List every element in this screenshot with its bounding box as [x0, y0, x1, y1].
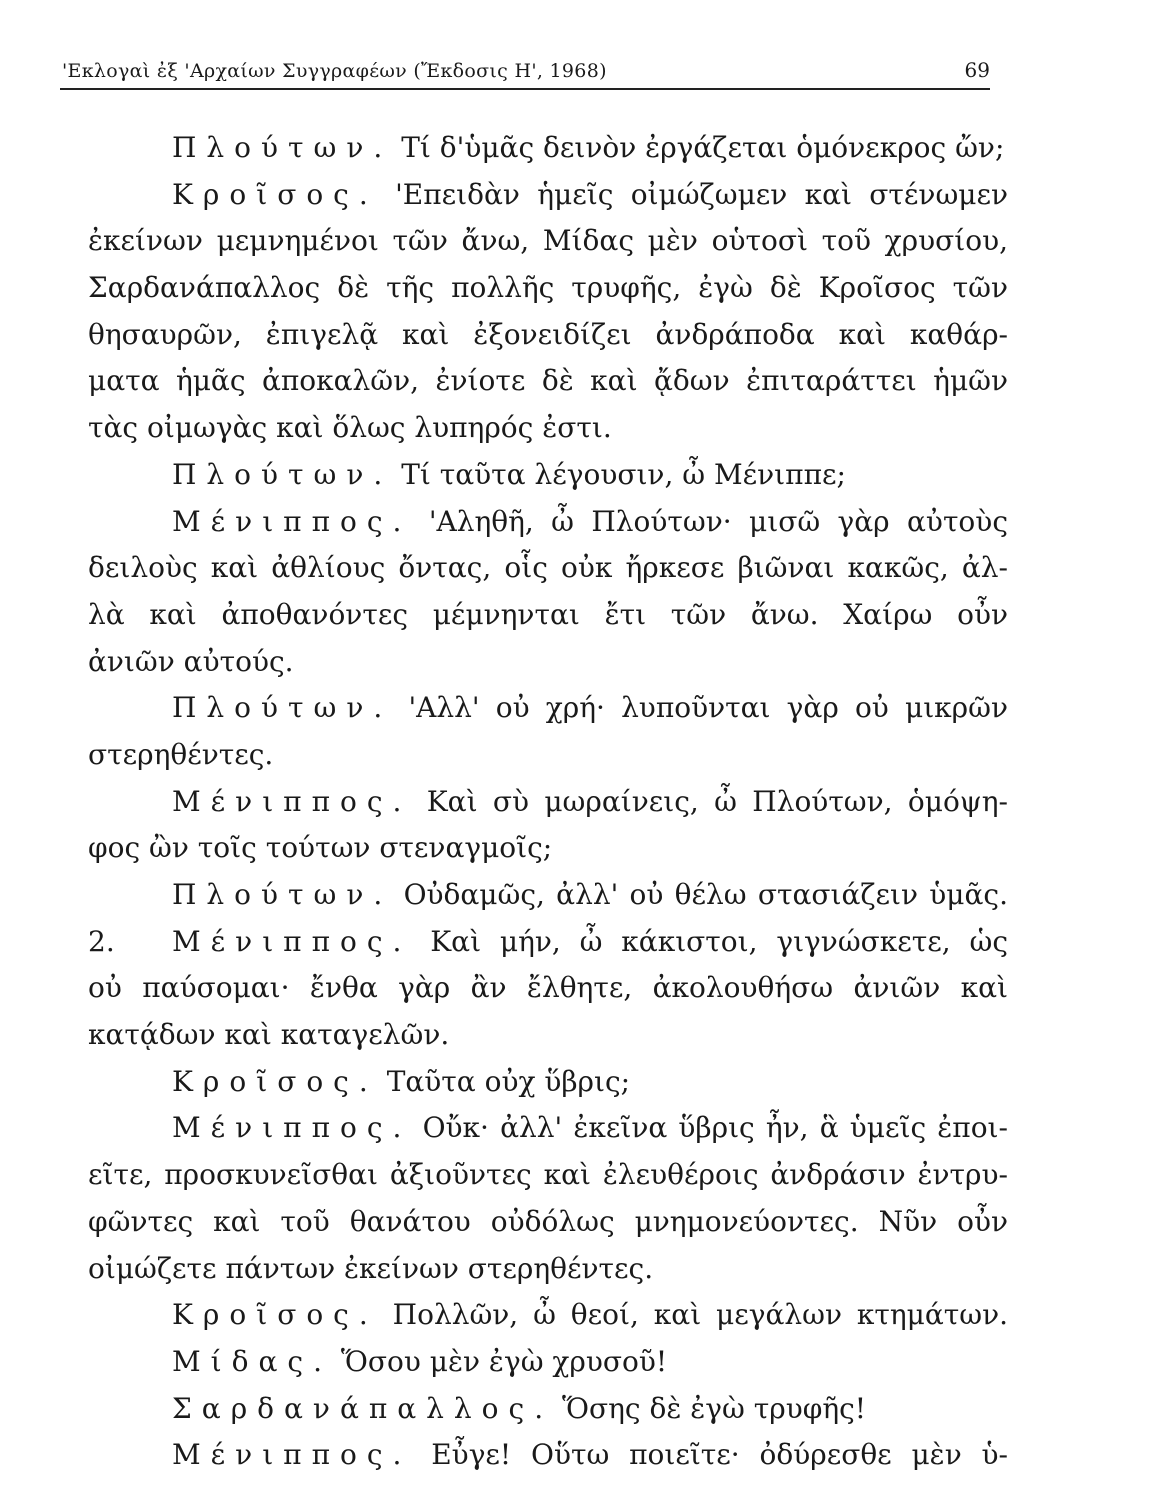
text-line [88, 545, 1008, 592]
line-text: 'Αληθῆ, ὦ Πλούτων· μισῶ γὰρ αὐτοὺς [428, 504, 1008, 538]
line-text: Οὔκ· ἀλλ' ἐκεῖνα ὕβρις ἦν, ἃ ὑμεῖς ἐποι- [422, 1111, 1008, 1145]
speaker-name: Πλούτων. [172, 131, 393, 164]
line-text: Τί ταῦτα λέγουσιν, ὦ Μένιππε; [401, 457, 846, 491]
speaker-name: Πλούτων. [172, 878, 393, 911]
text-line [88, 405, 1008, 452]
line-text: Οὐδαμῶς, ἀλλ' οὐ θέλω στασιάζειν ὑμᾶς. [403, 878, 1008, 911]
line-text: φος ὢν τοῖς τούτων στεναγμοῖς; [88, 831, 553, 865]
header-title: 'Εκλογαὶ ἐξ 'Αρχαίων Συγγραφέων (Ἔκδοσις Η', 1968) [62, 60, 607, 82]
line-text: κατᾴδων καὶ καταγελῶν. [88, 1018, 450, 1052]
speaker-name: Πλούτων. [172, 457, 393, 491]
speaker-name: Μένιππος. [172, 784, 412, 818]
line-text: δειλοὺς καὶ ἀθλίους ὄντας, οἷς οὐκ ἤρκεσε βιῶναι κακῶς, ἀλ- [88, 551, 1008, 585]
speaker-name: Κροῖσος. [172, 177, 378, 211]
text-line [88, 1292, 1008, 1339]
text-line [88, 265, 1008, 312]
line-text: Ὅσου μὲν ἐγὼ χρυσοῦ! [340, 1344, 668, 1378]
text-line [88, 1386, 1008, 1433]
text-line [88, 358, 1008, 405]
line-text: εῖτε, προσκυνεῖσθαι ἀξιοῦντες καὶ ἐλευθέροις ἀνδράσιν ἐντρυ- [88, 1158, 1008, 1192]
text-line [88, 1059, 1008, 1106]
speaker-name: Μίδας. [172, 1344, 332, 1378]
text-line [88, 1339, 1008, 1386]
text-line [88, 1012, 1008, 1059]
speaker-name: Πλούτων. [172, 691, 393, 725]
text-line [88, 919, 1008, 966]
text-line [88, 1246, 1008, 1293]
text-line [88, 218, 1008, 265]
text-line [88, 592, 1008, 639]
line-text: Ταῦτα οὐχ ὕβρις; [386, 1064, 631, 1098]
line-text: οἰμώζετε πάντων ἐκείνων στερηθέντες. [88, 1251, 654, 1285]
text-line [88, 452, 1008, 499]
speaker-name: Κροῖσος. [172, 1064, 378, 1098]
speaker-name: Μένιππος. [172, 924, 412, 958]
text-line [88, 1199, 1008, 1246]
running-header [60, 52, 990, 90]
line-text: ματα ἡμᾶς ἀποκαλῶν, ἐνίοτε δὲ καὶ ᾄδων ἐπιταράττει ἡμῶν [88, 364, 1008, 398]
line-text: Τί δ'ὑμᾶς δεινὸν ἐργάζεται ὁμόνεκρος ὤν; [401, 131, 1005, 164]
text-line [88, 499, 1008, 546]
line-text: Ὅσης δὲ ἐγὼ τρυφῆς! [562, 1391, 867, 1425]
text-line [88, 779, 1008, 826]
line-text: ἀνιῶν αὐτούς. [88, 644, 294, 678]
line-text: θησαυρῶν, ἐπιγελᾷ καὶ ἐξονειδίζει ἀνδράποδα καὶ καθάρ- [88, 317, 1008, 351]
speaker-name: Σαρδανάπαλλος. [172, 1391, 554, 1425]
line-text: 'Αλλ' οὐ χρή· λυποῦνται γὰρ οὐ μικρῶν [408, 691, 1008, 725]
line-text: Πολλῶν, ὦ θεοί, καὶ μεγάλων κτημάτων. [392, 1298, 1008, 1332]
text-line [88, 825, 1008, 872]
line-text: Καὶ μήν, ὦ κάκιστοι, γιγνώσκετε, ὡς [430, 924, 1009, 958]
text-line [88, 1432, 1008, 1479]
text-line [88, 1105, 1008, 1152]
text-line [88, 685, 1008, 732]
section-number: 2. [88, 924, 115, 958]
line-text: Καὶ σὺ μωραίνεις, ὦ Πλούτων, ὁμόψη- [426, 784, 1008, 818]
text-line [88, 125, 1008, 172]
text-line [88, 1152, 1008, 1199]
line-text: Εὖγε! Οὕτω ποιεῖτε· ὀδύρεσθε μὲν ὑ- [431, 1438, 1009, 1472]
line-text: Σαρδανάπαλλος δὲ τῆς πολλῆς τρυφῆς, ἐγὼ δὲ Κροῖσος τῶν [88, 271, 1008, 305]
line-text: τὰς οἰμωγὰς καὶ ὅλως λυπηρός ἐστι. [88, 411, 612, 445]
line-text: λὰ καὶ ἀποθανόντες μέμνηνται ἔτι τῶν ἄνω. Χαίρω οὖν [88, 597, 1008, 631]
speaker-name: Μένιππος. [172, 1111, 412, 1145]
line-text: φῶντες καὶ τοῦ θανάτου οὐδόλως μνημονεύοντες. Νῦν οὖν [88, 1204, 1008, 1238]
line-text: στερηθέντες. [88, 737, 274, 771]
line-text: 'Επειδὰν ἡμεῖς οἰμώζωμεν καὶ στένωμεν [395, 177, 1008, 211]
text-line [88, 312, 1008, 359]
page-number: 69 [964, 58, 990, 82]
speaker-name: Μένιππος. [172, 504, 412, 538]
line-text: οὐ παύσομαι· ἔνθα γὰρ ἂν ἔλθητε, ἀκολουθήσω ἀνιῶν καὶ [88, 971, 1008, 1005]
speaker-name: Κροῖσος. [172, 1298, 378, 1332]
text-line [88, 872, 1008, 919]
dialogue-text [88, 125, 1008, 1479]
text-line [88, 965, 1008, 1012]
speaker-name: Μένιππος. [172, 1438, 412, 1472]
line-text: ἐκείνων μεμνημένοι τῶν ἄνω, Μίδας μὲν οὑτοσὶ τοῦ χρυσίου, [88, 224, 1008, 258]
text-line [88, 172, 1008, 219]
text-line [88, 732, 1008, 779]
text-line [88, 639, 1008, 686]
